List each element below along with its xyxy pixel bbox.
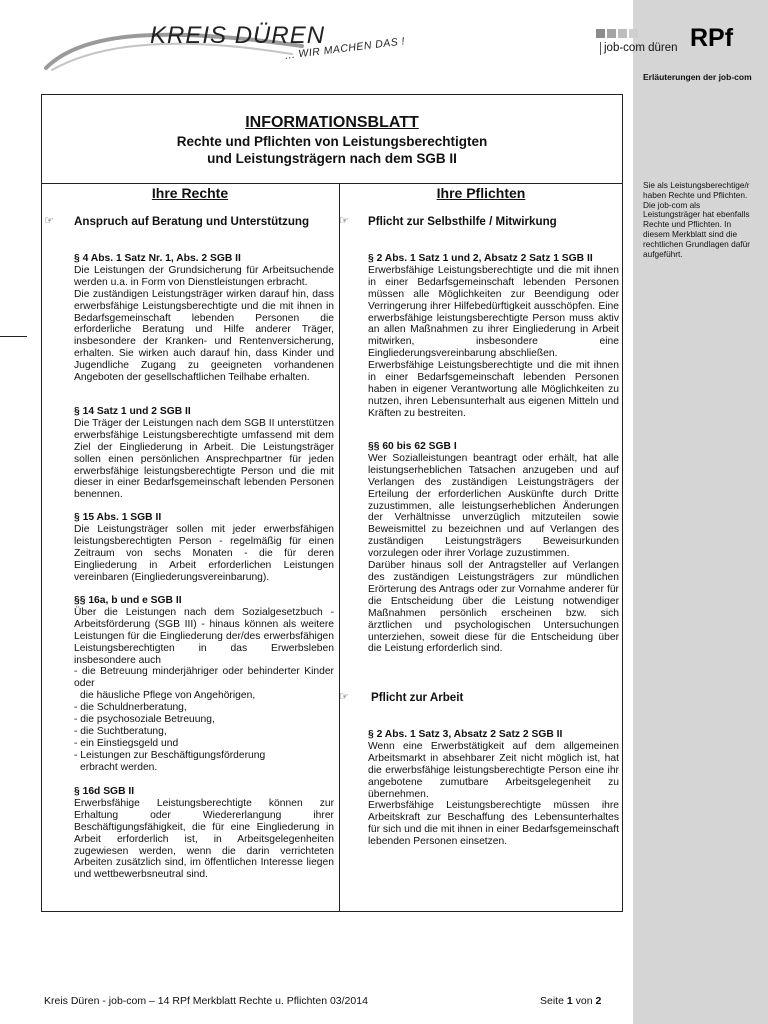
page-prefix: Seite — [540, 995, 564, 1007]
rights-paragraph-1 — [74, 253, 334, 384]
paragraph-text: Wer Sozialleistungen beantragt oder erhält, hat alle leistungserheblichen Tatsachen anzugeben und auf Verlangen des zuständigen Leistungsträgers der Erteilung der erforderlichen Auskünfte durch Dritte zuzustimmen, alle leistungserheblichen Änderungen der Verhältnisse unverzüglich mitzuteilen sowie Beweismittel zu bezeichnen und auf Verlangen des zuständigen Leistungsträgers Beweisurkunden vorzulegen oder ihrer Vorlage zuzustimmen. — [368, 452, 619, 560]
legal-reference: § 4 Abs. 1 Satz Nr. 1, Abs. 2 SGB II — [74, 253, 241, 264]
rights-paragraph-3 — [74, 512, 334, 583]
column-divider — [339, 183, 340, 912]
document-subtitle — [41, 133, 623, 167]
document-title: INFORMATIONSBLATT — [245, 114, 419, 131]
list-item: - die Suchtberatung, — [74, 725, 167, 737]
page-mid: von — [575, 995, 593, 1007]
page-current: 1 — [566, 995, 573, 1007]
duties-paragraph-1 — [368, 253, 619, 420]
service-list — [74, 666, 334, 761]
paragraph-text: Die Träger der Leistungen nach dem SGB II unterstützen erwerbsfähige Leistungsberechtigte umfassend mit dem Ziel der Eingliederung in Arbeit. Die Leistungsträger sollen einen persönlichen Ansprechpartner für jeden erwerbsfähige leistungsberechtigte Person und die mit dieser in einer Bedarfsgemeinschaft lebenden Personen benennen. — [74, 417, 334, 501]
paragraph-text: Darüber hinaus soll der Antragsteller auf Verlangen des zuständigen Leistungsträgers zur mündlichen Erörterung des Antrags oder zur Vornahme anderer für die Entscheidung über die Leistung notwendiger Maßnahmen persönlich erscheinen bzw. sich ärztlichen und psychologischen Untersuchungen unterziehen, soweit diese für die Entscheidung über die Leistung erforderlich sind. — [368, 560, 619, 655]
paragraph-text: Erwerbsfähige Leistungsberechtigte und die mit ihnen in einer Bedarfsgemeinschaft lebenden Personen müssen alle Möglichkeiten zur Beendigung oder Verringerung ihrer Hilfebedürftigkeit ausschöpfen. Eine erwerbsfähige leistungsberechtigte Person muss aktiv an allen Maßnahmen zu ihrer Eingliederung in Arbeit mitwirken, insbesondere eine Eingliederungsvereinbarung abschließen. — [368, 264, 619, 360]
list-item: - die Schuldnerberatung, — [74, 702, 187, 714]
legal-reference: § 14 Satz 1 und 2 SGB II — [74, 406, 191, 417]
legal-reference: § 2 Abs. 1 Satz 3, Absatz 2 Satz 2 SGB II — [368, 729, 563, 740]
org-slogan: ... WIR MACHEN DAS ! — [284, 35, 406, 62]
duties-paragraph-3 — [368, 729, 619, 848]
org-name: KREIS DÜREN — [150, 22, 326, 49]
list-item: - ein Einstiegsgeld und — [74, 737, 179, 749]
sidebar-panel — [633, 0, 768, 1024]
list-item: die häusliche Pflege von Angehörigen, — [80, 690, 256, 702]
sidebar-note: Sie als Leistungsberechtige/r haben Rechte und Pflichten. Die job-com als Leistungsträger hat ebenfalls Rechte und Pflichten. In diesem Merkblatt sind die rechtlichen Grundlagen dafür aufgeführt. — [643, 180, 751, 259]
paragraph-text: Die Leistungsträger sollen mit jeder erwerbsfähigen leistungsberechtigten Person - regelmäßig für einen Zeitraum von sechs Monaten - die für deren Eingliederung in Arbeit erforderlichen Leistungen vereinbaren (Eingliederungsvereinbarung). — [74, 523, 334, 583]
list-item: - die Betreuung minderjähriger oder behinderter Kinder oder — [74, 666, 334, 690]
paragraph-text: Erwerbsfähige Leistungsberechtigte und die mit ihnen in einer Bedarfsgemeinschaft lebenden Personen haben in eigener Verantwortung alle Möglichkeiten zu nutzen, ihren Lebensunterhalt aus eigenen Mitteln und Kräften zu bestreiten. — [368, 360, 619, 419]
paragraph-text: Die Leistungen der Grundsicherung für Arbeitsuchende werden u.a. in Form von Dienstleistungen erbracht. — [74, 264, 334, 288]
job-com-logo-blocks — [596, 29, 638, 38]
document-code: RPf — [690, 24, 734, 52]
list-item: - Leistungen zur Beschäftigungsförderung — [74, 749, 266, 761]
subtitle-line-1: Rechte und Pflichten von Leistungsberechtigten — [176, 134, 488, 149]
rights-paragraph-2 — [74, 406, 334, 501]
legal-reference: §§ 60 bis 62 SGB I — [368, 441, 457, 452]
paragraph-closing: erbracht werden. — [80, 761, 158, 773]
pointing-hand-icon: ☞ — [44, 215, 54, 227]
page-number — [540, 995, 601, 1007]
legal-reference: § 2 Abs. 1 Satz 1 und 2, Absatz 2 Satz 1 SGB II — [368, 253, 593, 264]
footer-document-info: Kreis Düren - job-com – 14 RPf Merkblatt Rechte u. Pflichten 03/2014 — [44, 995, 368, 1007]
fold-mark — [0, 336, 27, 337]
duties-paragraph-2 — [368, 441, 619, 655]
sidebar-heading: Erläuterungen der job-com — [643, 72, 752, 82]
legal-reference: §§ 16a, b und e SGB II — [74, 595, 182, 606]
pointing-hand-icon: ☞ — [339, 215, 349, 227]
paragraph-text: Wenn eine Erwerbstätigkeit auf dem allgemeinen Arbeitsmarkt in absehbarer Zeit nicht möglich ist, hat die erwerbsfähige leistungsberechtigte Person eine ihr angebotene zumutbare Arbeitsgelegenheit zu übernehmen. — [368, 740, 619, 800]
header-divider — [41, 183, 623, 184]
subtitle-line-2: und Leistungsträgern nach dem SGB II — [207, 151, 457, 166]
paragraph-text: Über die Leistungen nach dem Sozialgesetzbuch - Arbeitsförderung (SGB III) - hinaus können als weitere Leistungen für die Eingliederung der/des erwerbsfähigen Leistungsberechtigten in das Erwerbsleben insbesondere auch — [74, 606, 334, 666]
pointing-hand-icon: ☞ — [339, 691, 349, 703]
duties-section-1-title: Pflicht zur Selbsthilfe / Mitwirkung — [368, 215, 557, 228]
paragraph-text: Erwerbsfähige Leistungsberechtigte können zur Erhaltung oder Wiedererlangung ihrer Beschäftigungsfähigkeit, die für eine Eingliederung in Arbeit erforderlich ist, in Arbeitsgelegenheiten zugewiesen werden, wenn die darin verrichteten Arbeiten zusätzlich sind, im öffentlichen Interesse liegen und wettbewerbsneutral sind. — [74, 797, 334, 881]
duties-heading: Ihre Pflichten — [436, 185, 526, 201]
legal-reference: § 15 Abs. 1 SGB II — [74, 512, 162, 523]
rights-section-title: Anspruch auf Beratung und Unterstützung — [74, 215, 310, 228]
rights-paragraph-5 — [74, 786, 334, 881]
legal-reference: § 16d SGB II — [74, 786, 135, 797]
rights-heading: Ihre Rechte — [151, 185, 229, 201]
job-com-brand: job-com düren — [604, 42, 678, 54]
page-total: 2 — [595, 995, 602, 1007]
paragraph-text: Erwerbsfähige Leistungsberechtigte müssen ihre Arbeitskraft zur Beschaffung des Lebensunterhaltes für sich und die mit ihnen in einer Bedarfsgemeinschaft lebenden Personen einsetzen. — [368, 800, 619, 848]
rights-paragraph-4 — [74, 595, 334, 774]
list-item: - die psychosoziale Betreuung, — [74, 714, 215, 726]
paragraph-text: Die zuständigen Leistungsträger wirken darauf hin, dass erwerbsfähige Leistungsberechtigte und die mit ihnen in Bedarfsgemeinschaft lebenden Personen die erforderliche Beratung und Hilfe anderer Träger, insbesondere der Kranken- und Rentenversicherung, erhalten. Sie wirken auch darauf hin, dass Kinder und Jugendliche Zugang zu geeigneten vorhandenen Angeboten der gesellschaftlichen Teilhabe erhalten. — [74, 288, 334, 384]
duties-section-2-title: Pflicht zur Arbeit — [371, 691, 464, 704]
